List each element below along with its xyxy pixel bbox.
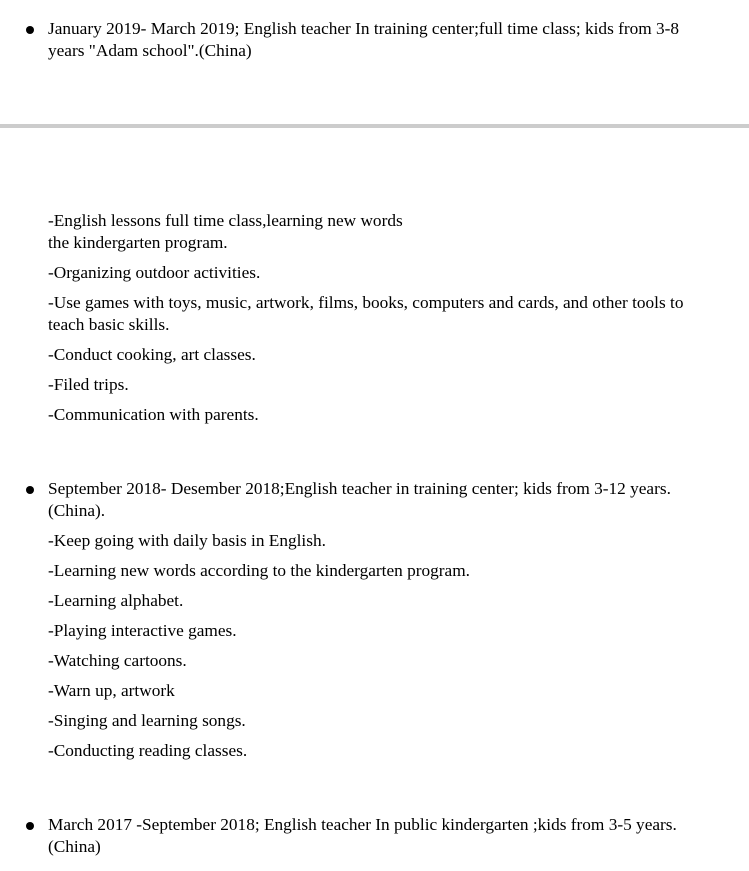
job-heading-text: September 2018- Desember 2018;English teacher in training center; kids from 3-12 years.(China). (48, 479, 671, 520)
duty-item: -Playing interactive games. (48, 621, 237, 640)
duty-item: -English lessons full time class,learning new words the kindergarten program. (48, 211, 403, 252)
job-heading-text: March 2017 -September 2018; English teacher In public kindergarten ;kids from 3-5 years.(China) (48, 815, 677, 856)
job-heading-text: January 2019- March 2019; English teacher In training center;full time class; kids from 3-8 years "Adam school".(China) (48, 19, 680, 60)
duty-item: -Keep going with daily basis in English. (48, 531, 326, 550)
duty-item: -Warn up, artwork (48, 681, 175, 700)
duty-item: -Conduct cooking, art classes. (48, 345, 256, 364)
job-duties-adam-school (0, 210, 749, 426)
page-divider (0, 124, 749, 128)
job-heading (0, 18, 749, 62)
duty-item: -Communication with parents. (48, 405, 259, 424)
bullet-icon (26, 822, 34, 830)
duty-item: -Conducting reading classes. (48, 741, 248, 760)
duty-item: -Use games with toys, music, artwork, films, books, computers and cards, and other tools to teach basic skills. (48, 293, 684, 334)
job-entry-adam-school (0, 18, 749, 62)
duty-item: -Watching cartoons. (48, 651, 187, 670)
duty-item: -Learning new words according to the kindergarten program. (48, 561, 470, 580)
duty-item: -Filed trips. (48, 375, 129, 394)
bullet-icon (26, 486, 34, 494)
duty-item: -Organizing outdoor activities. (48, 263, 261, 282)
duty-item: -Learning alphabet. (48, 591, 184, 610)
duty-item: -Singing and learning songs. (48, 711, 246, 730)
job-heading (0, 814, 749, 858)
job-entry-public-kindergarten (0, 814, 749, 858)
job-entry-training-center (0, 478, 749, 762)
bullet-icon (26, 26, 34, 34)
job-heading (0, 478, 749, 522)
